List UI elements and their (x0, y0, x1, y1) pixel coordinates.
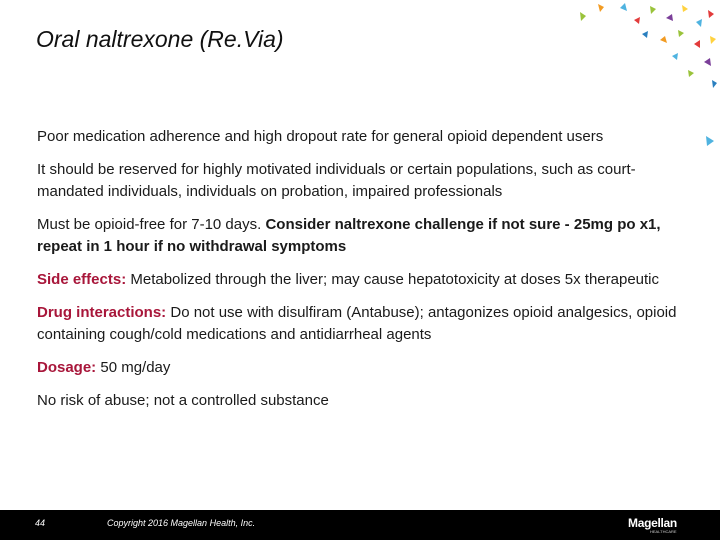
side-effects-text: Metabolized through the liver; may cause hepatotoxicity at doses 5x therapeutic (126, 271, 660, 288)
opioid-free-text: Must be opioid-free for 7-10 days. (37, 216, 266, 233)
confetti-piece (688, 70, 694, 77)
confetti-piece (682, 5, 688, 12)
confetti-piece (620, 3, 627, 11)
confetti-piece (666, 14, 673, 21)
paragraph-side-effects (37, 269, 687, 291)
confetti-piece (642, 31, 648, 38)
dosage-label: Dosage: (37, 359, 97, 376)
dosage-text: 50 mg/day (96, 359, 171, 376)
confetti-piece (704, 58, 711, 66)
slide-title: Oral naltrexone (Re.Via) (36, 26, 284, 52)
paragraph-dosage (37, 357, 687, 379)
confetti-piece (696, 19, 702, 27)
confetti-piece (712, 80, 717, 88)
page-number: 44 (35, 518, 46, 528)
paragraph-drug-interactions (37, 302, 687, 346)
slide-body (37, 126, 687, 423)
confetti-piece (580, 12, 586, 21)
drug-interactions-label: Drug interactions: (37, 304, 167, 321)
paragraph-reserved-for: It should be reserved for highly motivated individuals or certain populations, such as court-mandated individuals, individuals on probation, impaired professionals (37, 161, 636, 200)
confetti-piece (650, 6, 656, 14)
paragraph-no-abuse: No risk of abuse; not a controlled substance (37, 392, 329, 409)
drug-interactions-text: Do not use with disulfiram (Antabuse); antagonizes opioid analgesics, opioid containing cough/cold medications and antidiarrheal agents (37, 304, 677, 343)
confetti-piece (672, 53, 678, 60)
confetti-piece (710, 36, 716, 44)
confetti-piece (660, 36, 667, 43)
naltrexone-challenge-text: Consider naltrexone challenge if not sure - 25mg po x1, repeat in 1 hour if no withdrawal symptoms (37, 216, 661, 255)
confetti-piece (678, 30, 684, 37)
confetti-piece (598, 4, 604, 12)
confetti-piece (708, 10, 714, 18)
logo-subtext: HEALTHCARE (650, 529, 677, 534)
confetti-piece (634, 17, 640, 24)
paragraph-adherence: Poor medication adherence and high dropout rate for general opioid dependent users (37, 128, 604, 145)
paragraph-opioid-free (37, 214, 687, 258)
confetti-piece (694, 40, 700, 48)
footer-bar (0, 510, 720, 540)
confetti-piece (706, 136, 714, 146)
side-effects-label: Side effects: (37, 271, 127, 288)
logo-wordmark: Magellan (628, 516, 677, 530)
copyright-text: Copyright 2016 Magellan Health, Inc. (107, 518, 256, 528)
magellan-logo (628, 514, 692, 538)
